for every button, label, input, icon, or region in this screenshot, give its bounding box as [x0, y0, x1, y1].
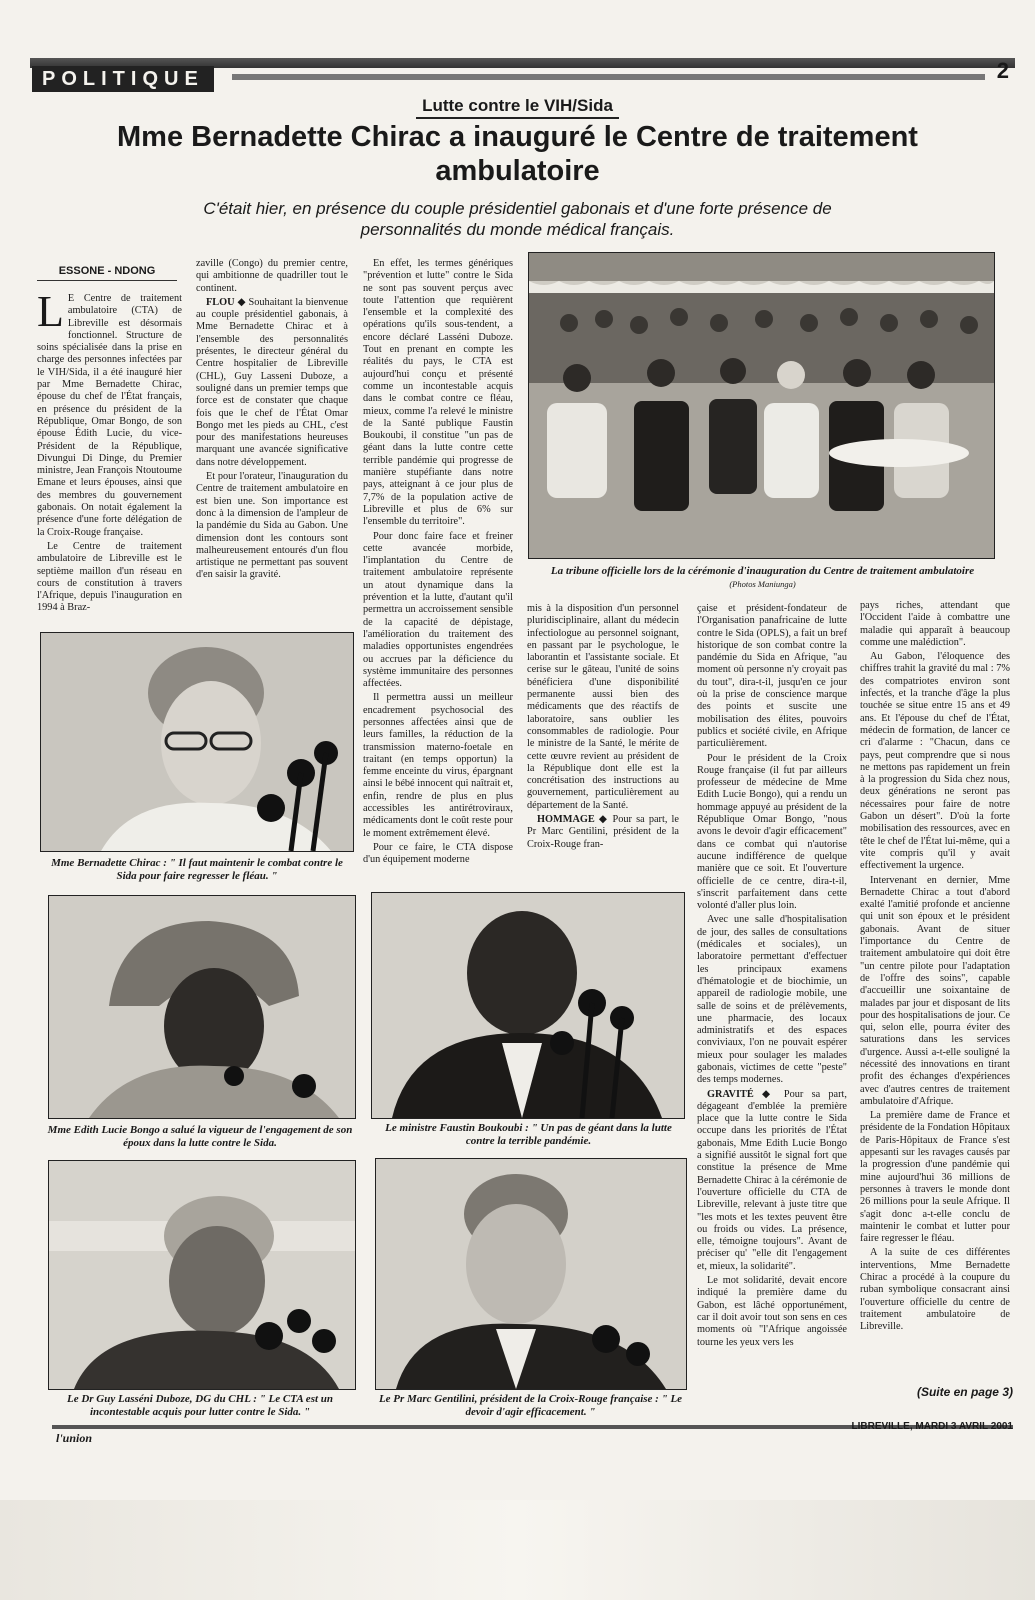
duboze-photo-image — [49, 1161, 355, 1389]
paragraph: A la suite de ces différentes interventions, Mme Bernadette Chirac a procédé à la coupure du ruban symbolique consacrant ainsi l'ouverture officielle du centre de traitement ambulatoire de Libreville. — [860, 1247, 1010, 1333]
paragraph: Et pour l'orateur, l'inauguration du Centre de traitement ambulatoire en est bien une. Son importance est donc à la dimension de l'ampleur de la pandémie du Sida au Gabon. Une dimension dont les contours sont malheureusement entourés d'un flou artistique ne permettant pas souvent d'en saisir la gravité. — [196, 471, 348, 581]
byline: ESSONE - NDONG — [37, 265, 177, 281]
paragraph-text: Souhaitant la bienvenue au couple présidentiel gabonais, à Mme Bernadette Chirac et à l'ensemble des personnalités présentes, le directeur général du Centre hospitalier de Libreville (CHL), Guy Lasseni Duboze, a souligné dans un premier temps que force est de constater que chaque fois que le chef de l'État Omar Bongo met les pieds au CHL, c'est pour des manifestations heureuses marquant une avancée significative dans notre développement. — [196, 296, 348, 468]
paragraph: HOMMAGE ◆ Pour sa part, le Pr Marc Gentilini, président de la Croix-Rouge fran- — [527, 814, 679, 850]
paragraph: zaville (Congo) du premier centre, qui ambitionne de quadriller tout le continent. — [196, 258, 348, 294]
paragraph: Intervenant en dernier, Mme Bernadette Chirac a tout d'abord exalté l'amitié profonde et ancienne qui unit son époux et le président gabonais. Avant de situer l'importance du Centre de traitement ambulatoire qui doit être "un centre pilote pour l'adaptation de l'offre des soins", capable d'accueillir une soixantaine de malades par jour et disposant de lits pour des hospitalisations de jour. Ce qui, selon elle, pourra éviter des saturations dans les services d'urgence. Aussi a-t-elle souligné la nécessité des innovations en tirant profit des échanges d'expériences avec d'autres centres de traitement ambulatoire d'Afrique. — [860, 874, 1010, 1107]
gentilini-photo — [375, 1158, 687, 1390]
article-column-4 — [527, 603, 679, 893]
chirac-photo-image — [41, 633, 353, 851]
paragraph: FLOU ◆ Souhaitant la bienvenue au couple présidentiel gabonais, à Mme Bernadette Chirac et à l'ensemble des personnalités présentes, le directeur général du Centre hospitalier de Libreville (CHL), Guy Lasseni Duboze, a souligné dans un premier temps que force est de constater que chaque fois que le chef de l'État Omar Bongo met les pieds au CHL, c'est pour des manifestations heureuses marquant une avancée significative dans notre développement. — [196, 296, 348, 468]
continued-notice[interactable]: (Suite en page 3) — [916, 1385, 1013, 1399]
paragraph: Il permettra aussi un meilleur encadrement psychosocial des personnes affectées ainsi que de leurs familles, la réduction de la transmission materno-foetale en traitant (en temps opportun) la femme enceinte du virus, épargnant ainsi le bébé innocent qui naîtrait et, enfin, rendre de plus en plus accessibles les antirétroviraux, médicaments dont le coût reste pour le moment extrêmement élevé. — [363, 692, 513, 839]
article-column-2 — [196, 258, 348, 623]
page-number: 2 — [996, 58, 1009, 83]
paragraph-text: Pour sa part, le Pr Marc Gentilini, président de la Croix-Rouge fran- — [527, 814, 679, 850]
chirac-caption: Mme Bernadette Chirac : " Il faut maintenir le combat contre le Sida pour faire regresser le fléau. " — [51, 857, 343, 882]
section-bar — [232, 74, 985, 80]
tribune-photo-image — [529, 253, 994, 558]
paragraph: En effet, les termes génériques "prévention et lutte" contre le Sida ne sont pas souvent perçus avec toute l'attention que requièrent l'ensemble et la complexité des opérations qu'ils sous-tendent, a encore déclaré Lasséni Duboze. Tout en prenant en compte les réalités du pays, le CTA est aujourd'hui conçu et présenté comme un incontestable acquis dans le combat contre ce fléau, mieux, comme l'a relevé le ministre de la Santé publique Faustin Boukoubi, il constitue "un pas de géant dans la lutte contre cette terrible pandémie qui progresse de manière stupéfiante dans notre pays, atteignant à ce jour plus de 7,7% de la population active de Libreville et plus de 6% sur l'ensemble du territoire". — [363, 258, 513, 528]
paragraph: Pour donc faire face et freiner cette avancée morbide, l'implantation du Centre de traitement ambulatoire représente un atout dynamique dans la prévention et la lutte, d'autant qu'il permettra un accroissement sensible de la capacité de dépistage, l'amélioration du traitement des maladies opportunistes engendrées ou accrues par la déficience du système immunitaire des personnes affectées. — [363, 530, 513, 690]
tribune-caption-text: La tribune officielle lors de la cérémonie d'inauguration du Centre de traitement ambulatoire — [550, 565, 975, 577]
dropcap: L — [37, 293, 64, 336]
kicker — [0, 96, 1035, 116]
article-column-5 — [697, 603, 847, 1418]
paragraph: Pour ce faire, le CTA dispose d'un équipement moderne — [363, 841, 513, 866]
gentilini-photo-image — [376, 1159, 686, 1389]
bongo-caption: Mme Edith Lucie Bongo a salué la vigueur de l'engagement de son époux dans la lutte contre le Sida. — [47, 1124, 353, 1149]
headline: Mme Bernadette Chirac a inauguré le Centre de traitement ambulatoire — [117, 121, 918, 187]
photo-credit: (Photos Maniunga) — [729, 579, 796, 589]
article-column-3 — [363, 258, 513, 888]
chirac-photo — [40, 632, 354, 852]
boukoubi-photo-image — [372, 893, 684, 1118]
paragraph-text: E Centre de traitement ambulatoire (CTA) de Libreville est désormais fonctionnel. Structure de soins spécialisée dans la prise en charge des personnes infectées par le VIH/Sida, il a été inauguré hier par Mme Bernadette Chirac, épouse du chef de l'État français, en présence du président de la République, Omar Bongo, de son épouse Édith Lucie, du vice-Président de la République, Divungui Di Dinge, du Premier ministre, Jean François Ntoutoume Emane et leurs épouses, ainsi que des membres du gouvernement gabonais. On notait également la présence d'une forte délégation de la Croix-Rouge française. — [37, 293, 182, 538]
gentilini-caption: Le Pr Marc Gentilini, président de la Croix-Rouge française : " Le devoir d'agir efficacement. " — [378, 1393, 683, 1418]
article-column-6 — [860, 600, 1010, 1380]
dateline: LIBREVILLE, MARDI 3 AVRIL 2001 — [851, 1421, 1013, 1432]
paragraph — [37, 293, 182, 539]
duboze-photo — [48, 1160, 356, 1390]
paragraph: Le mot solidarité, devait encore indiqué la première dame du Gabon, est lâché opportunément, car il doit avoir tout son sens en ces moments où "l'Afrique angoissée tourne les yeux vers les — [697, 1275, 847, 1348]
paragraph-text: Pour sa part, dégageant d'emblée la première place que la lutte contre le Sida occupe dans les priorités de l'État gabonais, Mme Edith Lucie Bongo a signifié aussitôt le signal fort que constitue la présence de Mme Bernadette Chirac à la cérémonie de l'ouverture officielle du CTA de Libreville, relevant à juste titre que "les mots et les textes peuvent être ou froids ou vides. La présence, elle, témoigne toujours". Avant de préciser qu' "elle dit l'engagement et, mieux, la solidarité". — [697, 1088, 847, 1272]
duboze-caption: Le Dr Guy Lasséni Duboze, DG du CHL : " Le CTA est un incontestable acquis pour lutter contre le Sida. " — [66, 1393, 334, 1418]
tribune-caption — [540, 565, 985, 591]
bongo-photo — [48, 895, 356, 1119]
boukoubi-photo — [371, 892, 685, 1119]
subhead-keyword: FLOU — [206, 296, 235, 308]
paragraph: GRAVITÉ ◆ Pour sa part, dégageant d'emblée la première place que la lutte contre le Sida occupe dans les priorités de l'État gabonais, Mme Edith Lucie Bongo a signifié aussitôt le signal fort que constitue la présence de Mme Bernadette Chirac à la cérémonie de l'ouverture officielle du CTA de Libreville, relevant à juste titre que "les mots et les textes peuvent être ou froids ou vides. La présence, elle, témoigne toujours". Avant de préciser qu' "elle dit l'engagement et, mieux, la solidarité". — [697, 1088, 847, 1272]
newspaper-name: l'union — [56, 1431, 93, 1445]
scan-margin — [0, 1500, 1035, 1600]
deck: C'était hier, en présence du couple présidentiel gabonais et d'une forte présence de personnalités du monde médical français. — [203, 199, 832, 239]
paragraph: Avec une salle d'hospitalisation de jour, des salles de consultations (médicales et sociales), un laboratoire permettant d'effectuer les principaux examens d'hématologie et de biochimie, un appareil de radiologie mobile, une salle de soins et de prélèvements, une pharmacie, des locaux administratifs et des espaces conviviaux, l'on ne pouvait espérer mieux pour soulager les malades gabonais, victimes de cette "peste" des temps modernes. — [697, 914, 847, 1086]
paragraph: La première dame de France et présidente de la Fondation Hôpitaux de Paris-Hôpitaux de France s'est appesanti sur les ravages causés par la progression d'une pandémie qui mine aujourd'hui 36 millions de personnes à travers le monde dont 26 millions pour la seule Afrique. Il s'agit donc a-t-elle conclu de maintenir le combat et lutter pour faire regresser le fléau. — [860, 1110, 1010, 1245]
paragraph: Le Centre de traitement ambulatoire de Libreville est le septième maillon d'un réseau en cours de constitution à travers l'Afrique, depuis l'inauguration en 1994 à Braz- — [37, 540, 182, 614]
paragraph: pays riches, attendant que l'Occident l'aide à combattre une maladie qui apparaît à beaucoup comme une malédiction". — [860, 600, 1010, 648]
bongo-photo-image — [49, 896, 355, 1118]
tribune-photo — [528, 252, 995, 559]
kicker-text: Lutte contre le VIH/Sida — [416, 96, 619, 119]
paragraph: mis à la disposition d'un personnel pluridisciplinaire, allant du médecin infectiologue au personnel soignant, en passant par le psychologue, le laborantin et l'assistante sociale. Et cerise sur le gâteau, l'unité de soins bénéficiera d'une disponibilité permanente aussi bien des médicaments que des réactifs de laboratoire, sans oublier les consommables de radiologie. Pour le ministre de la Santé, le mérite de cette œuvre revient au président de la République dont elle est la concrétisation des instructions au gouvernement, particulièrement au département de la Santé. — [527, 603, 679, 811]
subhead-keyword: GRAVITÉ — [707, 1088, 754, 1100]
article-column-1 — [37, 293, 182, 623]
boukoubi-caption: Le ministre Faustin Boukoubi : " Un pas de géant dans la lutte contre la terrible pandémie. — [385, 1122, 672, 1147]
paragraph: Au Gabon, l'éloquence des chiffres trahit la gravité du mal : 7% des compatriotes environ sont infectés, et la tranche d'âge la plus touchée se situe entre 15 ans et 49 ans. Et l'épouse du chef de l'État, médecin de formation, de lancer ce cri d'alarme : "Chacun, dans ce pays, peut comprendre que si nous ne mettons pas rapidement un frein à la progression du Sida chez nous, deux générations ne seront pas nécessaires pour faire de notre Gabon un désert". D'où la forte mobilisation des ressources, avec en tête le chef de l'État lui-même, qui a vite compris qu'il y avait effectivement la urgence. — [860, 651, 1010, 872]
subhead-keyword: HOMMAGE — [537, 814, 595, 826]
paragraph: çaise et président-fondateur de l'Organisation panafricaine de lutte contre le Sida (OPLS), a fait un bref historique de son combat contre la pandémie du Sida en Afrique, "au moment où personne n'y croyait pas du tout", dira-t-il, jusqu'en ce jour où la prise de conscience marque des points et suscite une mobilisation des élites, pouvoirs publics et société civile, en Afrique particulièrement. — [697, 603, 847, 750]
paragraph: Pour le président de la Croix Rouge française (il fut par ailleurs professeur de médecine de Mme Edith Lucie Bongo), qui a rendu un hommage appuyé au président de la République Omar Bongo, "nous avons le devoir d'agir efficacement" dans ce combat qui n'autorise aucune indifférence de quelque manière que ce soit. Et l'ouverture officielle de ce centre, dira-t-il, s'inscrit parfaitement dans cette volonté d'aller plus loin. — [697, 752, 847, 912]
section-label: POLITIQUE — [32, 66, 214, 92]
